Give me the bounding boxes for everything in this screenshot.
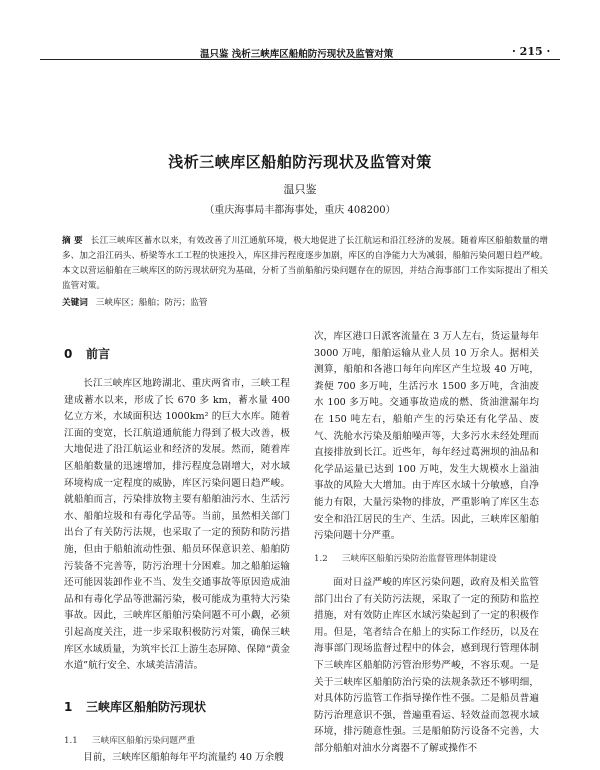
running-title: 温只鉴 浅析三峡库区船舶防污现状及监管对策 [200, 49, 394, 60]
subsection-1-1-body [64, 750, 290, 767]
subsection-1-1-number: 1.1 [64, 736, 78, 746]
subsection-1-1-title: 三峡库区船舶污染问题严重 [92, 736, 196, 746]
section-1-number: 1 [64, 700, 73, 714]
subsection-1-2-title: 三峡库区船舶污染防治监督管理体制建设 [342, 554, 497, 564]
article-author: 温只鉴 [283, 183, 317, 196]
section-0-number: 0 [64, 347, 73, 361]
article-title: 浅析三峡库区船舶防污现状及监管对策 [168, 153, 432, 171]
continuation-paragraph: 次，库区港口日派客流量在 3 万人左右，货运量每年 3000 万吨，船舶运输从业人员 10 万余人。据相关测算，船舶和各港口每年向库区产生垃圾 40 万吨，粪便 700 多万吨，生活污水 1500 多万吨，含油废水 100 多万吨。交通事故造成的燃、货油泄漏年均在 150 吨左右，船舶产生的污染还有化学品、废气、洗舱水污染及船舶噪声等，大多污水未经处理而直接排放到长江。近些年，每年经过葛洲坝的油品和化学品运量已达到 100 万吨，发生大规模水上溢油事故的风险大大增加。由于库区水域十分敏感，自净能力有限，大量污染物的排放，严重影响了库区生态安全和沿江居民的生产、生活。因此，三峡库区船舶污染问题十分严重。 [314, 331, 539, 542]
author-affiliation: （重庆海事局丰都海事处，重庆 408200） [204, 205, 396, 216]
abstract-block [62, 234, 548, 294]
subsection-1-2-heading [314, 552, 497, 564]
section-1-heading [64, 698, 206, 715]
header-rule [40, 59, 560, 60]
abstract-label: 摘 要 [62, 236, 83, 246]
keywords-label: 关键词 [62, 298, 88, 308]
section-1-title: 三峡库区船舶防污现状 [86, 700, 207, 714]
section-0-title: 前言 [86, 347, 111, 361]
keywords-text: 三峡库区；船舶；防污；监管 [95, 298, 208, 308]
section-0-paragraph: 长江三峡库区地跨湖北、重庆两省市，三峡工程建成蓄水以来，形成了长 670 多 km，蓄水量 400 亿立方米，水域面积达 1000km² 的巨大水库。随着江面的变宽，长江航道通航能力得到了极大改善，极大地促进了沿江航运业和经济的发展。然而，随着库区船舶数量的迅速增加，排污程度急剧增大，对水域环境构成一定程度的威胁，库区污染问题日趋严峻。就船舶而言，污染排放物主要有船舶油污水、生活污水、船舶垃圾和有毒化学品等。当前，虽然相关部门出台了有关防污法规，也采取了一定的预防和防污措施，但由于船舶流动性强、船员环保意识差、船舶防污装备不完善等，防污治理十分困难。加之船舶运输还可能因装卸作业不当、发生交通事故等原因造成油品和有毒化学品等泄漏污染，极可能成为重特大污染事故。因此，三峡库区船舶污染问题不可小觑，必须引起高度关注，进一步采取积极防污对策，确保三峡库区水域质量，为筑牢长江上游生态屏障、保障“黄金水道”航行安全、水域美洁清洁。 [64, 378, 290, 672]
page-number: · 215 · [512, 45, 551, 58]
subsection-1-2-paragraph: 面对日益严峻的库区污染问题，政府及相关监管部门出台了有关防污法规，采取了一定的预防和监控措施，对有效防止库区水域污染起到了一定的积极作用。但是，笔者结合在船上的实际工作经历，以及在海事部门现场监督过程中的体会，感到现行管理体制下三峡库区船舶防污管治形势严峻，不容乐观。一是关于三峡库区船舶防治污染的法规条款还不够明细，对具体防污监管工作指导操作性不强。二是船员普遍防污治理意识不强，普遍重看运、轻效益而忽视水域环境，排污随意性强。三是船舶防污设备不完善，大部分船舶对油水分离器不了解或操作不 [314, 577, 539, 754]
page-header [0, 0, 600, 60]
section-0-body [64, 376, 290, 675]
subsection-1-1-heading [64, 734, 195, 746]
right-column-continuation [314, 329, 539, 545]
subsection-1-2-body [314, 575, 539, 758]
subsection-1-1-paragraph: 目前，三峡库区船舶每年平均流量约 40 万余艘 [83, 752, 284, 763]
abstract-text: 长江三峡库区蓄水以来，有效改善了川江通航环境，极大地促进了长江航运和沿江经济的发展。随着库区船舶数量的增多、加之沿江码头、桥梁等水工工程的快速投入，库区排污程度逐步加剧，库区的自净能力大为减弱，船舶污染问题日趋严峻。本文以营运船舶在三峡库区的防污现状研究为基础，分析了当前船舶污染问题存在的原因，并结合海事部门工作实际提出了相关监管对策。 [62, 236, 548, 291]
section-0-heading [64, 345, 110, 362]
subsection-1-2-number: 1.2 [314, 554, 328, 564]
keywords-block [62, 296, 548, 308]
